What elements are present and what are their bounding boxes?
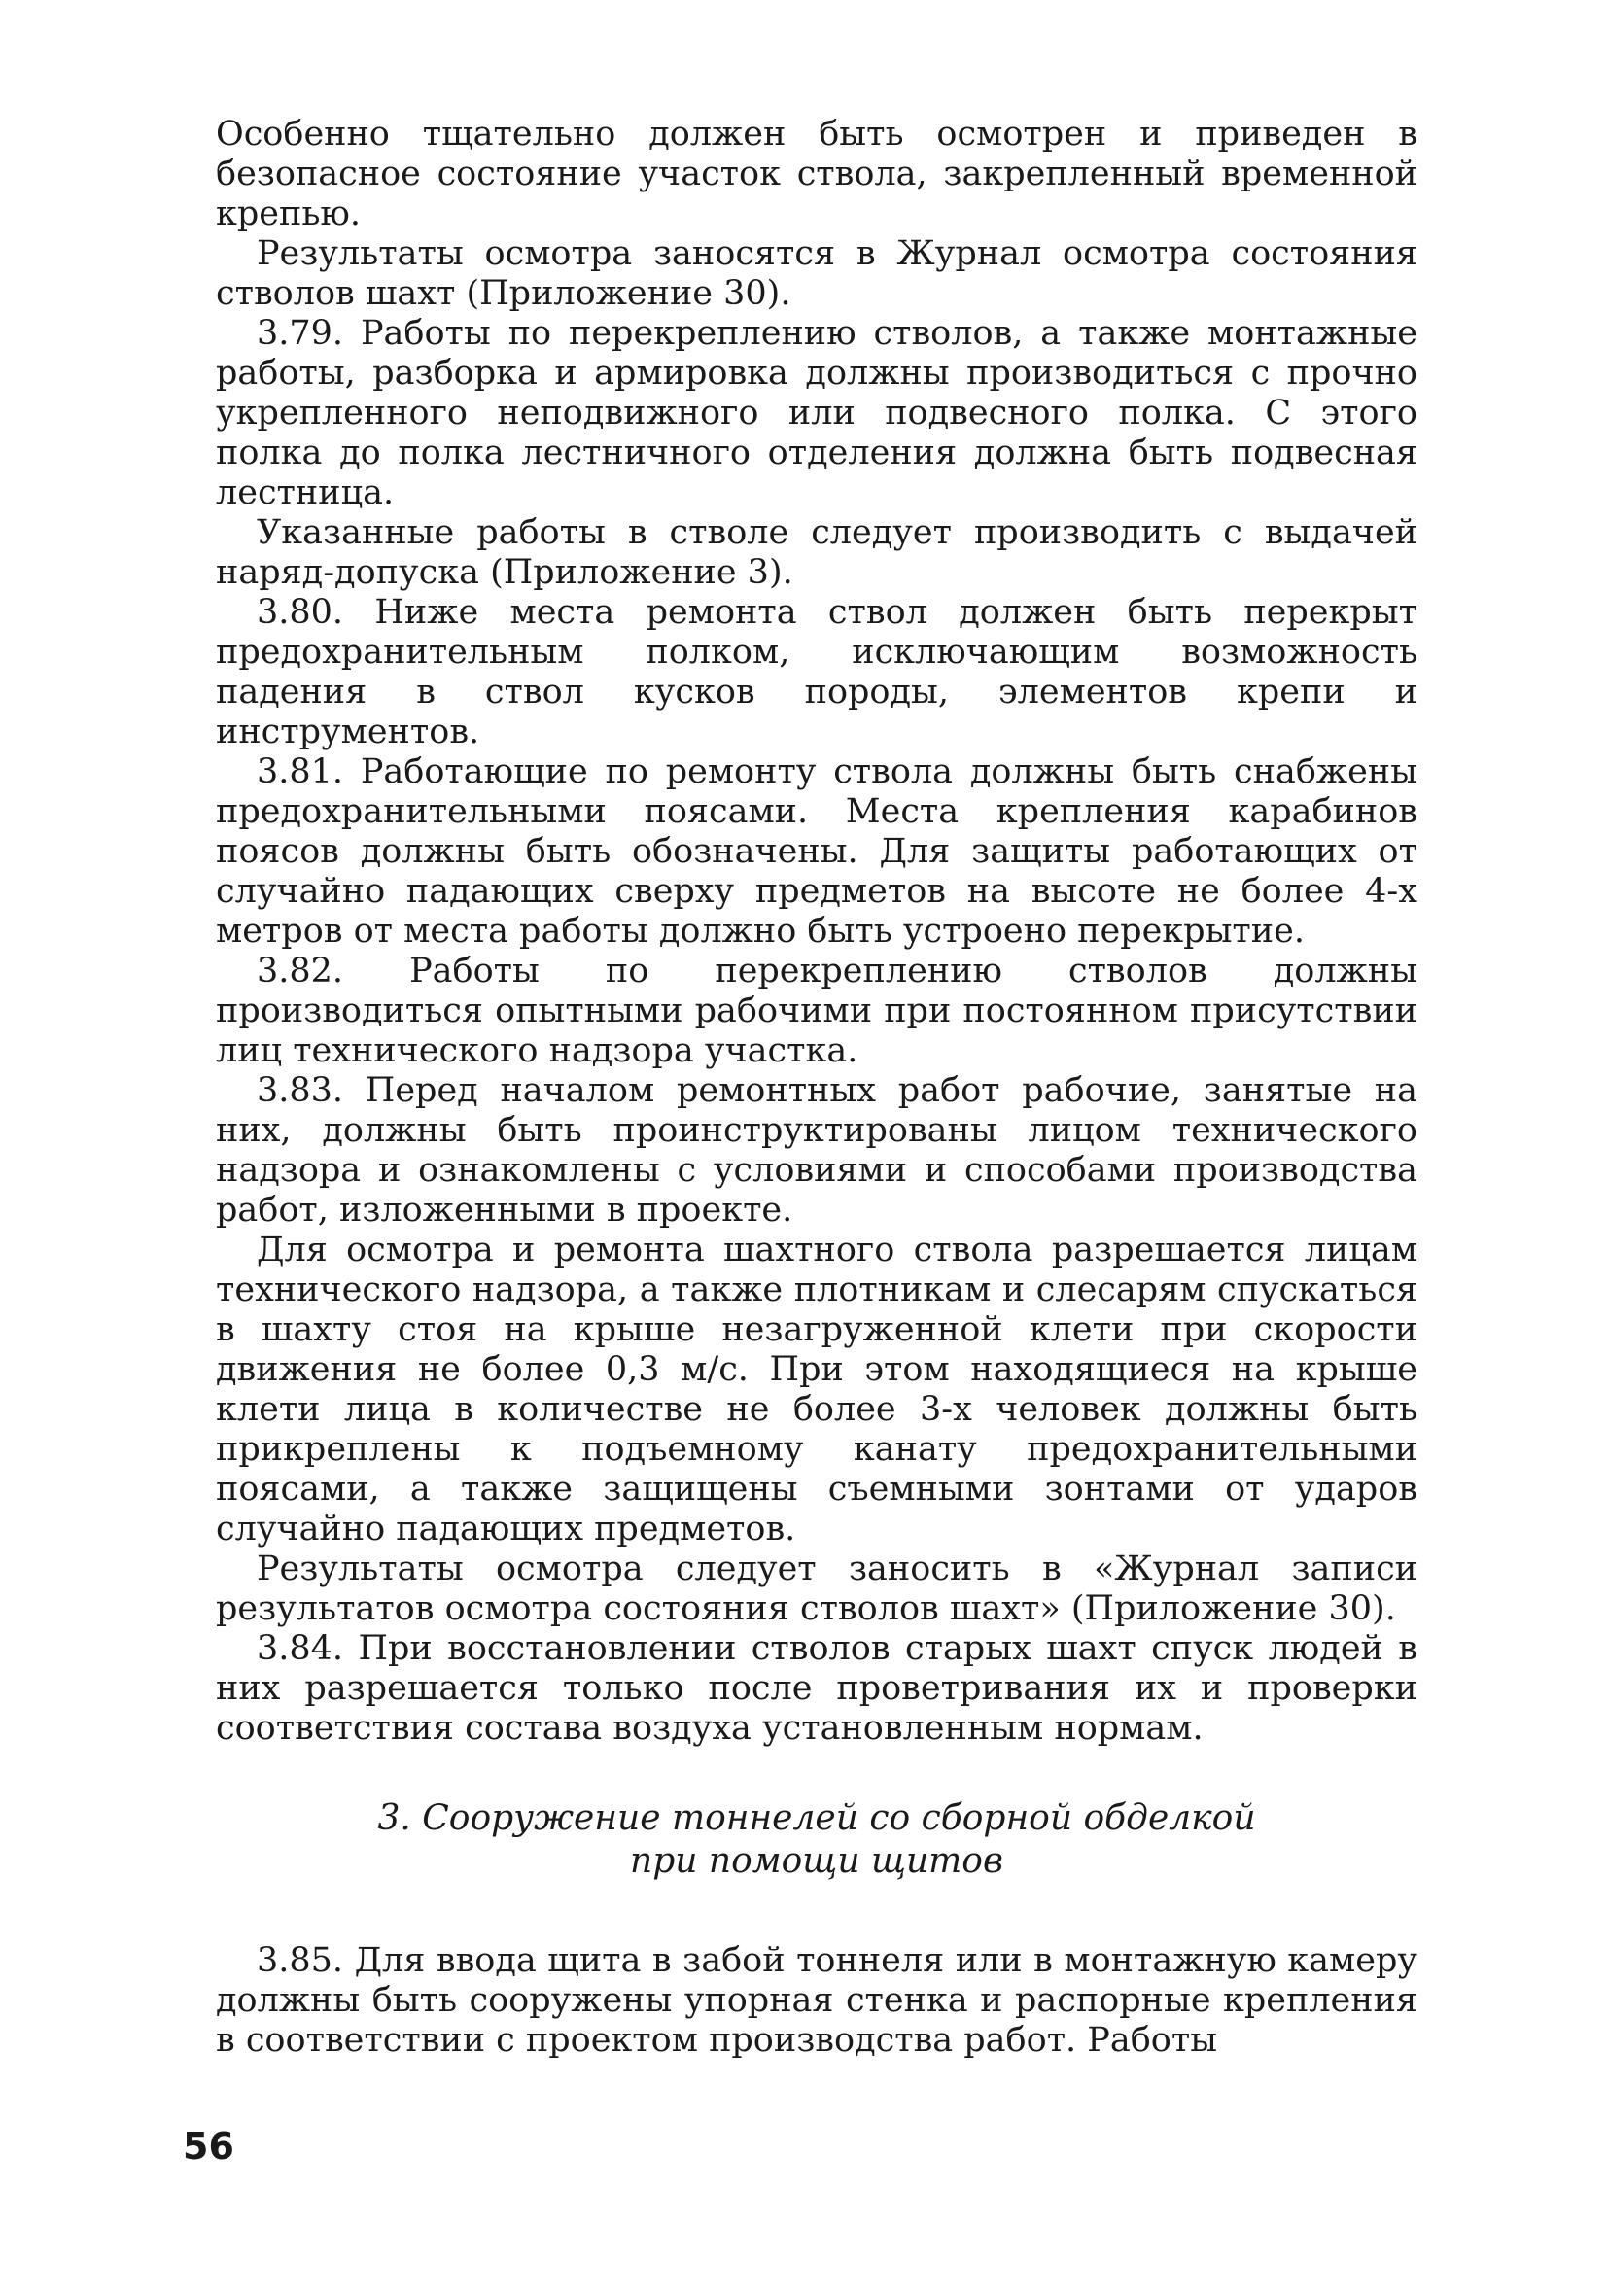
paragraph: Для осмотра и ремонта шахтного ствола разрешается лицам технического надзора, а также плотникам и слесарям спускаться в шахту стоя на крыше незагруженной клети при скорости движения не более 0,3 м/с. При этом находящиеся на крыше клети лица в количестве не более 3-х человек должны быть прикреплены к подъемному канату предохранительными поясами, а также защищены съемными зонтами от ударов случайно падающих предметов. (216, 1231, 1417, 1548)
paragraph: 3.84. При восстановлении стволов старых шахт спуск людей в них разрешается только после проветривания их и проверки соответствия состава воздуха установленным нормам. (216, 1629, 1417, 1748)
paragraph: Указанные работы в стволе следует производить с выдачей наряд-допуска (Приложение 3). (216, 513, 1417, 592)
page-number: 56 (183, 2125, 234, 2168)
paragraph: 3.80. Ниже места ремонта ствол должен быть перекрыт предохранительным полком, исключающим возможность падения в ствол кусков породы, элементов крепи и инструментов. (216, 593, 1417, 751)
paragraph: Результаты осмотра заносятся в Журнал осмотра состояния стволов шахт (Приложение 30). (216, 234, 1417, 313)
paragraph: 3.79. Работы по перекреплению стволов, а также монтажные работы, разборка и армировка должны производиться с прочно укрепленного неподвижного или подвесного полка. С этого полка до полка лестничного отделения должна быть подвесная лестница. (216, 314, 1417, 512)
paragraph: 3.85. Для ввода щита в забой тоннеля или в монтажную камеру должны быть сооружены упорная стенка и распорные крепления в соответствии с проектом производства работ. Работы (216, 1941, 1417, 2060)
section-heading (216, 1797, 1417, 1883)
section-heading-line-2: при помощи щитов (630, 1841, 1003, 1881)
paragraph: Особенно тщательно должен быть осмотрен и приведен в безопасное состояние участок ствола, закрепленный временной крепью. (216, 115, 1417, 233)
paragraph: 3.82. Работы по перекреплению стволов должны производиться опытными рабочими при постоянном присутствии лиц технического надзора участка. (216, 952, 1417, 1070)
page-content (216, 115, 1417, 2061)
paragraph: 3.83. Перед началом ремонтных работ рабочие, занятые на них, должны быть проинструктированы лицом технического надзора и ознакомлены с условиями и способами производства работ, изложенными в проекте. (216, 1071, 1417, 1230)
paragraph: 3.81. Работающие по ремонту ствола должны быть снабжены предохранительными поясами. Места крепления карабинов поясов должны быть обозначены. Для защиты работающих от случайно падающих сверху предметов на высоте не более 4-х метров от места работы должно быть устроено перекрытие. (216, 752, 1417, 951)
section-heading-line-1: 3. Сооружение тоннелей со сборной обделкой (377, 1798, 1256, 1838)
paragraph: Результаты осмотра следует заносить в «Журнал записи результатов осмотра состояния стволов шахт» (Приложение 30). (216, 1549, 1417, 1628)
